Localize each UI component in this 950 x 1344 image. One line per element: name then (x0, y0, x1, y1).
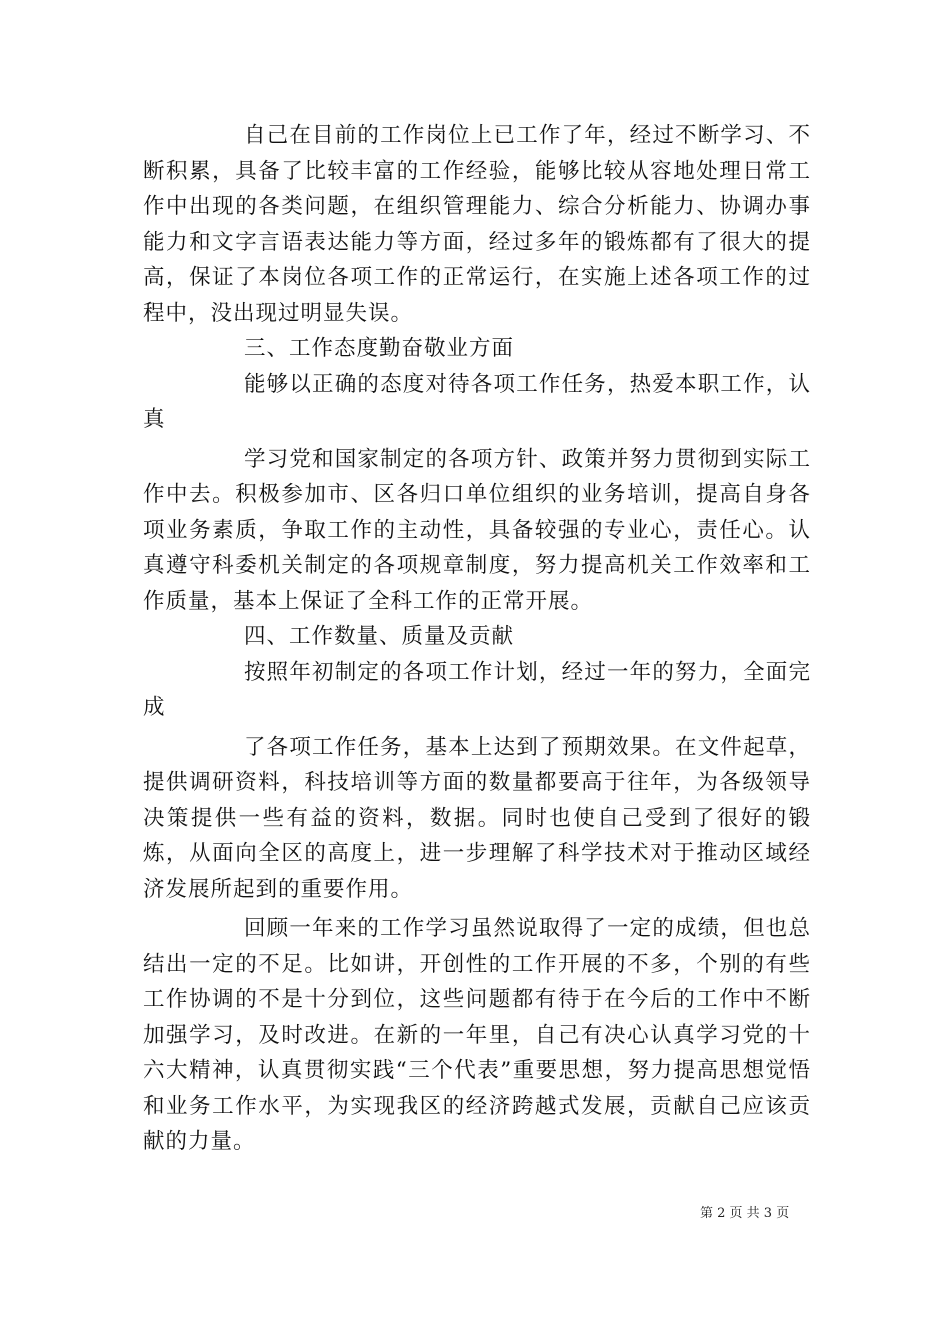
paragraph-review: 回顾一年来的工作学习虽然说取得了一定的成绩，但也总结出一定的不足。比如讲，开创性的工作开展的不多，个别的有些工作协调的不是十分到位，这些问题都有待于在今后的工作中不断加强学习，及时改进。在新的一年里，自己有决心认真学习党的十六大精神，认真贯彻实践“三个代表”重要思想，努力提高思想觉悟和业务工作水平，为实现我区的经济跨越式发展，贡献自己应该贡献的力量。 (143, 916, 811, 1154)
paragraph-attitude-detail: 学习党和国家制定的各项方针、政策并努力贯彻到实际工作中去。积极参加市、区各归口单位组织的业务培训，提高自身各项业务素质，争取工作的主动性，具备较强的专业心，责任心。认真遵守科委机关制定的各项规章制度，努力提高机关工作效率和工作质量，基本上保证了全科工作的正常开展。 (143, 446, 811, 614)
paragraph-attitude-intro: 能够以正确的态度对待各项工作任务，热爱本职工作，认真 (143, 371, 811, 432)
page-number-footer: 第 2 页 共 3 页 (700, 1206, 790, 1221)
paragraph-experience: 自己在目前的工作岗位上已工作了年，经过不断学习、不断积累，具备了比较丰富的工作经验，能够比较从容地处理日常工作中出现的各类问题，在组织管理能力、综合分析能力、协调办事能力和文字言语表达能力等方面，经过多年的锻炼都有了很大的提高，保证了本岗位各项工作的正常运行，在实施上述各项工作的过程中，没出现过明显失误。 (143, 123, 811, 326)
section-heading-contribution: 四、工作数量、质量及贡献 (244, 624, 515, 649)
paragraph-contribution-detail: 了各项工作任务，基本上达到了预期效果。在文件起草，提供调研资料，科技培训等方面的数量都要高于往年，为各级领导决策提供一些有益的资料，数据。同时也使自己受到了很好的锻炼，从面向全区的高度上，进一步理解了科学技术对于推动区域经济发展所起到的重要作用。 (143, 734, 811, 902)
paragraph-contribution-intro: 按照年初制定的各项工作计划，经过一年的努力，全面完成 (143, 659, 811, 720)
section-heading-attitude: 三、工作态度勤奋敬业方面 (244, 336, 515, 361)
document-body (143, 118, 811, 1160)
